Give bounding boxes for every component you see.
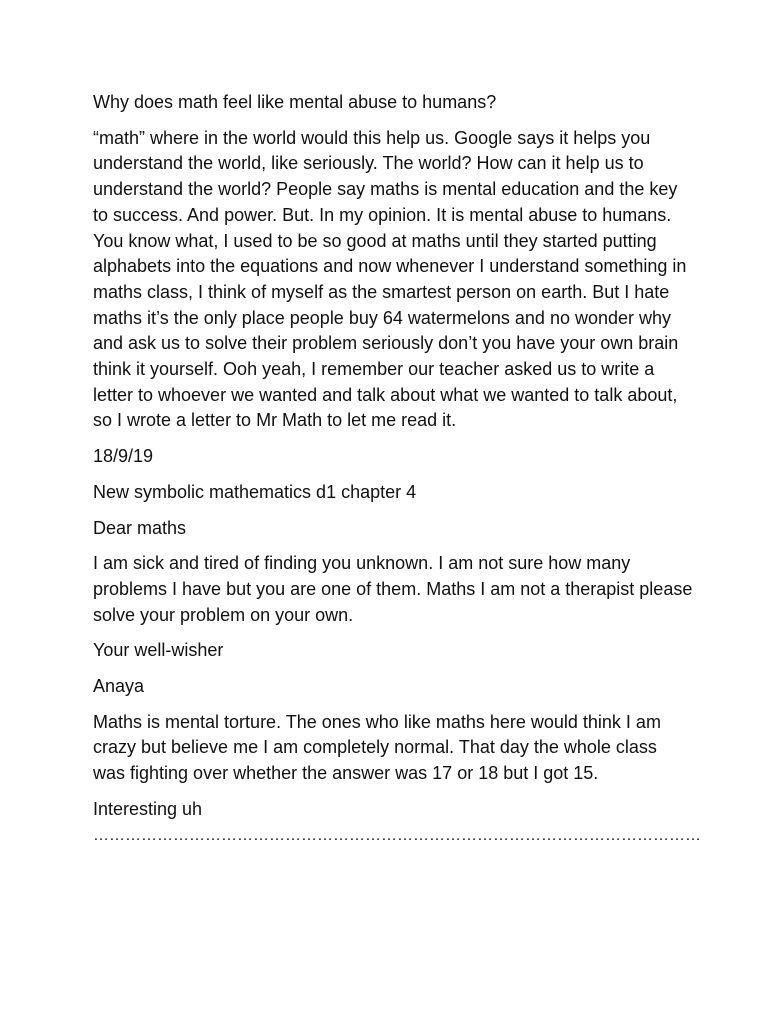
final-line: Interesting uh [93,798,203,819]
letter-subject: New symbolic mathematics d1 chapter 4 [93,481,417,502]
document-page [93,90,701,845]
letter-body: I am sick and tired of finding you unknown. I am not sure how many problems I have but you are one of them. Maths I am not a therapist please solve your problem on your own. [93,553,693,625]
letter-signature: Anaya [93,676,145,697]
letter-date: 18/9/19 [93,446,154,467]
letter-salutation: Dear maths [93,517,187,538]
conclusion-paragraph: Maths is mental torture. The ones who like maths here would think I am crazy but believe me I am completely normal. That day the whole class was fighting over whether the answer was 17 or 18 but I got 15. [93,711,661,784]
document-title: Why does math feel like mental abuse to humans? [93,92,497,112]
letter-closing: Your well-wisher [93,640,224,661]
dotted-line: …………………………………………………………………………………………………… [93,826,701,844]
intro-paragraph: “math” where in the world would this help us. Google says it helps you understand the world, like seriously. The world? How can it help us to understand the world? People say maths is mental education and the key to success. And power. But. In my opinion. It is mental abuse to humans. You know what, I used to be so good at maths until they started putting alphabets into the equations and now whenever I understand something in maths class, I think of myself as the smartest person on earth. But I hate maths it’s the only place people buy 64 watermelons and no wonder why and ask us to solve their problem seriously don’t you have your own brain think it yourself. Ooh yeah, I remember our teacher asked us to write a letter to whoever we wanted and talk about what we wanted to talk about, so I wrote a letter to Mr Math to let me read it. [93,127,687,431]
